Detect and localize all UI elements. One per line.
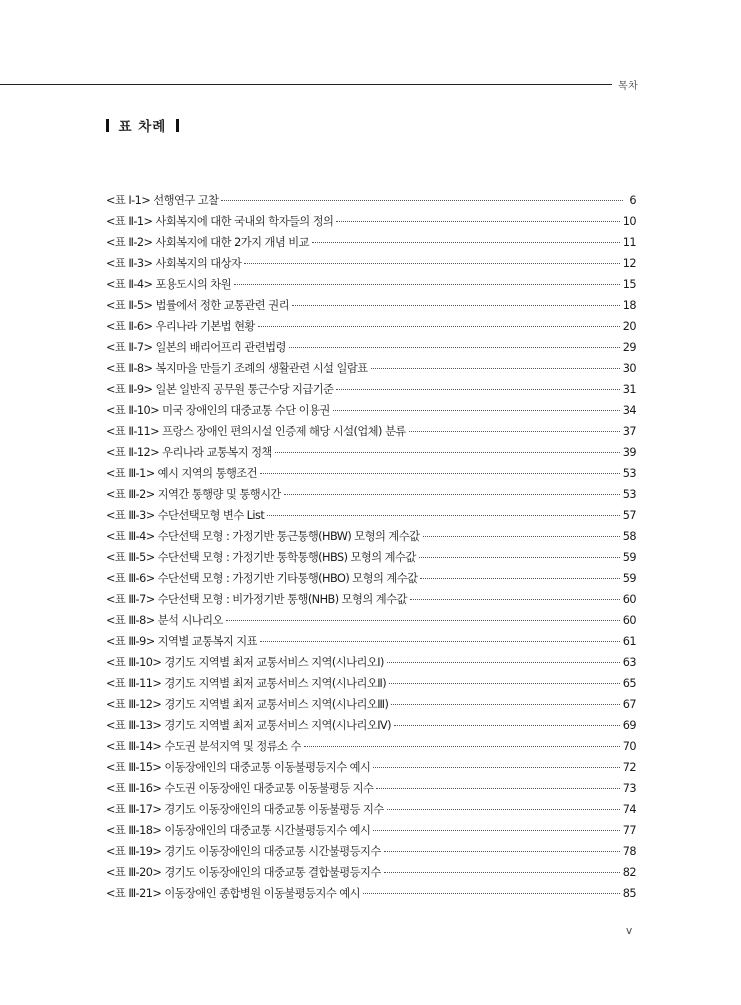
- toc-dot-leader: [336, 221, 619, 222]
- toc-entry[interactable]: [106, 799, 636, 820]
- title-bar-right: [176, 119, 179, 132]
- toc-entry-label: <표 Ⅲ-7> 수단선택 모형 : 비가정기반 통행(NHB) 모형의 계수값: [106, 593, 407, 606]
- toc-dot-leader: [419, 557, 620, 558]
- toc-dot-leader: [267, 515, 620, 516]
- toc-entry[interactable]: [106, 757, 636, 778]
- toc-entry[interactable]: [106, 652, 636, 673]
- toc-dot-leader: [221, 200, 623, 201]
- toc-entry-label: <표 Ⅲ-13> 경기도 지역별 최저 교통서비스 지역(시나리오Ⅳ): [106, 719, 391, 732]
- toc-entry-page: 78: [622, 845, 636, 858]
- toc-dot-leader: [387, 809, 620, 810]
- toc-entry-label: <표 Ⅲ-5> 수단선택 모형 : 가정기반 통학통행(HBS) 모형의 계수값: [106, 551, 416, 564]
- toc-entry[interactable]: [106, 778, 636, 799]
- toc-entry-page: 58: [622, 530, 636, 543]
- toc-entry-page: 15: [622, 278, 636, 291]
- toc-dot-leader: [420, 578, 619, 579]
- toc-dot-leader: [336, 389, 619, 390]
- toc-entry[interactable]: [106, 400, 636, 421]
- toc-entry[interactable]: [106, 610, 636, 631]
- toc-dot-leader: [389, 683, 620, 684]
- toc-entry[interactable]: [106, 484, 636, 505]
- toc-entry-page: 69: [622, 719, 636, 732]
- toc-entry-label: <표 Ⅱ-10> 미국 장애인의 대중교통 수단 이용권: [106, 404, 330, 417]
- toc-dot-leader: [373, 767, 619, 768]
- toc-dot-leader: [333, 410, 620, 411]
- toc-entry-label: <표 Ⅱ-12> 우리나라 교통복지 정책: [106, 446, 272, 459]
- toc-entry-page: 18: [622, 299, 636, 312]
- toc-dot-leader: [292, 305, 620, 306]
- toc-entry-label: <표 Ⅲ-14> 수도권 분석지역 및 정류소 수: [106, 740, 301, 753]
- toc-dot-leader: [376, 788, 619, 789]
- toc-entry-label: <표 Ⅲ-8> 분석 시나리오: [106, 614, 223, 627]
- toc-entry[interactable]: [106, 337, 636, 358]
- section-title-text: 표 차례: [118, 119, 167, 135]
- toc-dot-leader: [284, 494, 620, 495]
- toc-entry[interactable]: [106, 547, 636, 568]
- toc-dot-leader: [260, 473, 620, 474]
- toc-entry-page: 39: [622, 446, 636, 459]
- toc-entry-label: <표 Ⅲ-9> 지역별 교통복지 지표: [106, 635, 258, 648]
- toc-dot-leader: [409, 431, 620, 432]
- toc-entry-page: 59: [622, 572, 636, 585]
- toc-entry[interactable]: [106, 253, 636, 274]
- toc-entry-label: <표 Ⅱ-11> 프랑스 장애인 편의시설 인증제 해당 시설(업체) 분류: [106, 425, 406, 438]
- toc-entry-page: 82: [622, 866, 636, 879]
- toc-entry[interactable]: [106, 211, 636, 232]
- toc-entry-label: <표 Ⅱ-6> 우리나라 기본법 현황: [106, 320, 255, 333]
- toc-dot-leader: [244, 263, 619, 264]
- toc-entry[interactable]: [106, 526, 636, 547]
- toc-entry-page: 11: [622, 236, 636, 249]
- toc-dot-leader: [384, 872, 620, 873]
- toc-entry[interactable]: [106, 232, 636, 253]
- toc-entry[interactable]: [106, 883, 636, 904]
- toc-entry-label: <표 Ⅱ-5> 법률에서 정한 교통관련 권리: [106, 299, 289, 312]
- toc-entry-label: <표 Ⅲ-18> 이동장애인의 대중교통 시간불평등지수 예시: [106, 824, 371, 837]
- toc-entry[interactable]: [106, 505, 636, 526]
- toc-entry-page: 77: [622, 824, 636, 837]
- toc-entry-page: 31: [622, 383, 636, 396]
- toc-entry[interactable]: [106, 463, 636, 484]
- toc-entry-label: <표 Ⅲ-11> 경기도 지역별 최저 교통서비스 지역(시나리오Ⅱ): [106, 677, 387, 690]
- toc-entry[interactable]: [106, 190, 636, 211]
- section-title: [106, 117, 179, 133]
- toc-entry-label: <표 Ⅲ-1> 예시 지역의 통행조건: [106, 467, 258, 480]
- toc-entry-page: 70: [622, 740, 636, 753]
- toc-entry-page: 85: [622, 887, 636, 900]
- toc-entry[interactable]: [106, 841, 636, 862]
- table-of-tables: [106, 190, 636, 904]
- toc-dot-leader: [363, 893, 620, 894]
- toc-entry[interactable]: [106, 715, 636, 736]
- header-section-label: 목차: [618, 81, 639, 92]
- toc-dot-leader: [371, 368, 620, 369]
- toc-entry-label: <표 Ⅱ-7> 일본의 배리어프리 관련법령: [106, 341, 286, 354]
- toc-dot-leader: [373, 830, 619, 831]
- toc-entry-label: <표 Ⅱ-1> 사회복지에 대한 국내외 학자들의 정의: [106, 215, 334, 228]
- toc-dot-leader: [312, 242, 620, 243]
- toc-dot-leader: [260, 641, 620, 642]
- toc-entry[interactable]: [106, 568, 636, 589]
- toc-entry-page: 60: [622, 614, 636, 627]
- toc-entry-page: 61: [622, 635, 636, 648]
- toc-entry-label: <표 Ⅱ-3> 사회복지의 대상자: [106, 257, 242, 270]
- toc-dot-leader: [289, 347, 620, 348]
- toc-entry-page: 30: [622, 362, 636, 375]
- toc-entry-page: 29: [622, 341, 636, 354]
- toc-entry-page: 59: [622, 551, 636, 564]
- toc-dot-leader: [394, 725, 620, 726]
- toc-entry-label: <표 Ⅱ-2> 사회복지에 대한 2가지 개념 비교: [106, 236, 309, 249]
- toc-entry-label: <표 Ⅲ-20> 경기도 이동장애인의 대중교통 결합불평등지수: [106, 866, 381, 879]
- toc-entry[interactable]: [106, 442, 636, 463]
- toc-entry-page: 65: [622, 677, 636, 690]
- toc-dot-leader: [423, 536, 620, 537]
- toc-entry-label: <표 Ⅲ-10> 경기도 지역별 최저 교통서비스 지역(시나리오Ⅰ): [106, 656, 384, 669]
- header-rule: [0, 84, 612, 85]
- toc-dot-leader: [384, 851, 620, 852]
- toc-dot-leader: [391, 704, 619, 705]
- toc-entry-label: <표 Ⅲ-17> 경기도 이동장애인의 대중교통 이동불평등 지수: [106, 803, 384, 816]
- page-number: v: [626, 925, 633, 937]
- toc-entry-label: <표 Ⅲ-19> 경기도 이동장애인의 대중교통 시간불평등지수: [106, 845, 381, 858]
- toc-dot-leader: [410, 599, 620, 600]
- toc-entry-label: <표 Ⅲ-4> 수단선택 모형 : 가정기반 통근통행(HBW) 모형의 계수값: [106, 530, 420, 543]
- toc-entry[interactable]: [106, 421, 636, 442]
- toc-entry-label: <표 Ⅲ-6> 수단선택 모형 : 가정기반 기타통행(HBO) 모형의 계수값: [106, 572, 418, 585]
- title-bar-left: [106, 119, 109, 132]
- toc-entry-page: 73: [622, 782, 636, 795]
- toc-entry-page: 10: [622, 215, 636, 228]
- toc-entry-page: 6: [629, 194, 636, 207]
- toc-entry[interactable]: [106, 379, 636, 400]
- toc-entry-page: 67: [622, 698, 636, 711]
- toc-entry-label: <표 Ⅱ-9> 일본 일반직 공무원 통근수당 지급기준: [106, 383, 334, 396]
- toc-dot-leader: [304, 746, 620, 747]
- toc-dot-leader: [275, 452, 620, 453]
- toc-entry-label: <표 Ⅱ-8> 복지마을 만들기 조례의 생활관련 시설 일람표: [106, 362, 368, 375]
- toc-dot-leader: [234, 284, 620, 285]
- toc-entry-page: 53: [622, 467, 636, 480]
- toc-entry-label: <표 Ⅲ-21> 이동장애인 종합병원 이동불평등지수 예시: [106, 887, 360, 900]
- toc-entry-page: 12: [622, 257, 636, 270]
- toc-entry[interactable]: [106, 820, 636, 841]
- toc-entry-page: 63: [622, 656, 636, 669]
- toc-entry-label: <표 Ⅱ-4> 포용도시의 차원: [106, 278, 232, 291]
- toc-entry-page: 34: [622, 404, 636, 417]
- toc-entry-page: 72: [622, 761, 636, 774]
- toc-entry[interactable]: [106, 274, 636, 295]
- toc-entry-page: 60: [622, 593, 636, 606]
- toc-dot-leader: [226, 620, 620, 621]
- toc-entry-label: <표 Ⅲ-3> 수단선택모형 변수 List: [106, 509, 265, 522]
- toc-entry[interactable]: [106, 295, 636, 316]
- toc-entry-page: 74: [622, 803, 636, 816]
- toc-entry[interactable]: [106, 631, 636, 652]
- toc-dot-leader: [258, 326, 620, 327]
- toc-entry-page: 20: [622, 320, 636, 333]
- toc-entry-label: <표 Ⅲ-16> 수도권 이동장애인 대중교통 이동불평등 지수: [106, 782, 374, 795]
- toc-entry-page: 53: [622, 488, 636, 501]
- toc-entry-label: <표 Ⅲ-15> 이동장애인의 대중교통 이동불평등지수 예시: [106, 761, 371, 774]
- toc-entry-label: <표 Ⅰ-1> 선행연구 고찰: [106, 194, 219, 207]
- toc-entry[interactable]: [106, 736, 636, 757]
- toc-entry-label: <표 Ⅲ-12> 경기도 지역별 최저 교통서비스 지역(시나리오Ⅲ): [106, 698, 389, 711]
- toc-entry[interactable]: [106, 862, 636, 883]
- toc-entry[interactable]: [106, 358, 636, 379]
- toc-entry-label: <표 Ⅲ-2> 지역간 통행량 및 통행시간: [106, 488, 281, 501]
- toc-entry-page: 37: [622, 425, 636, 438]
- toc-entry[interactable]: [106, 316, 636, 337]
- toc-entry[interactable]: [106, 673, 636, 694]
- toc-entry-page: 57: [622, 509, 636, 522]
- toc-entry[interactable]: [106, 694, 636, 715]
- toc-dot-leader: [387, 662, 620, 663]
- toc-entry[interactable]: [106, 589, 636, 610]
